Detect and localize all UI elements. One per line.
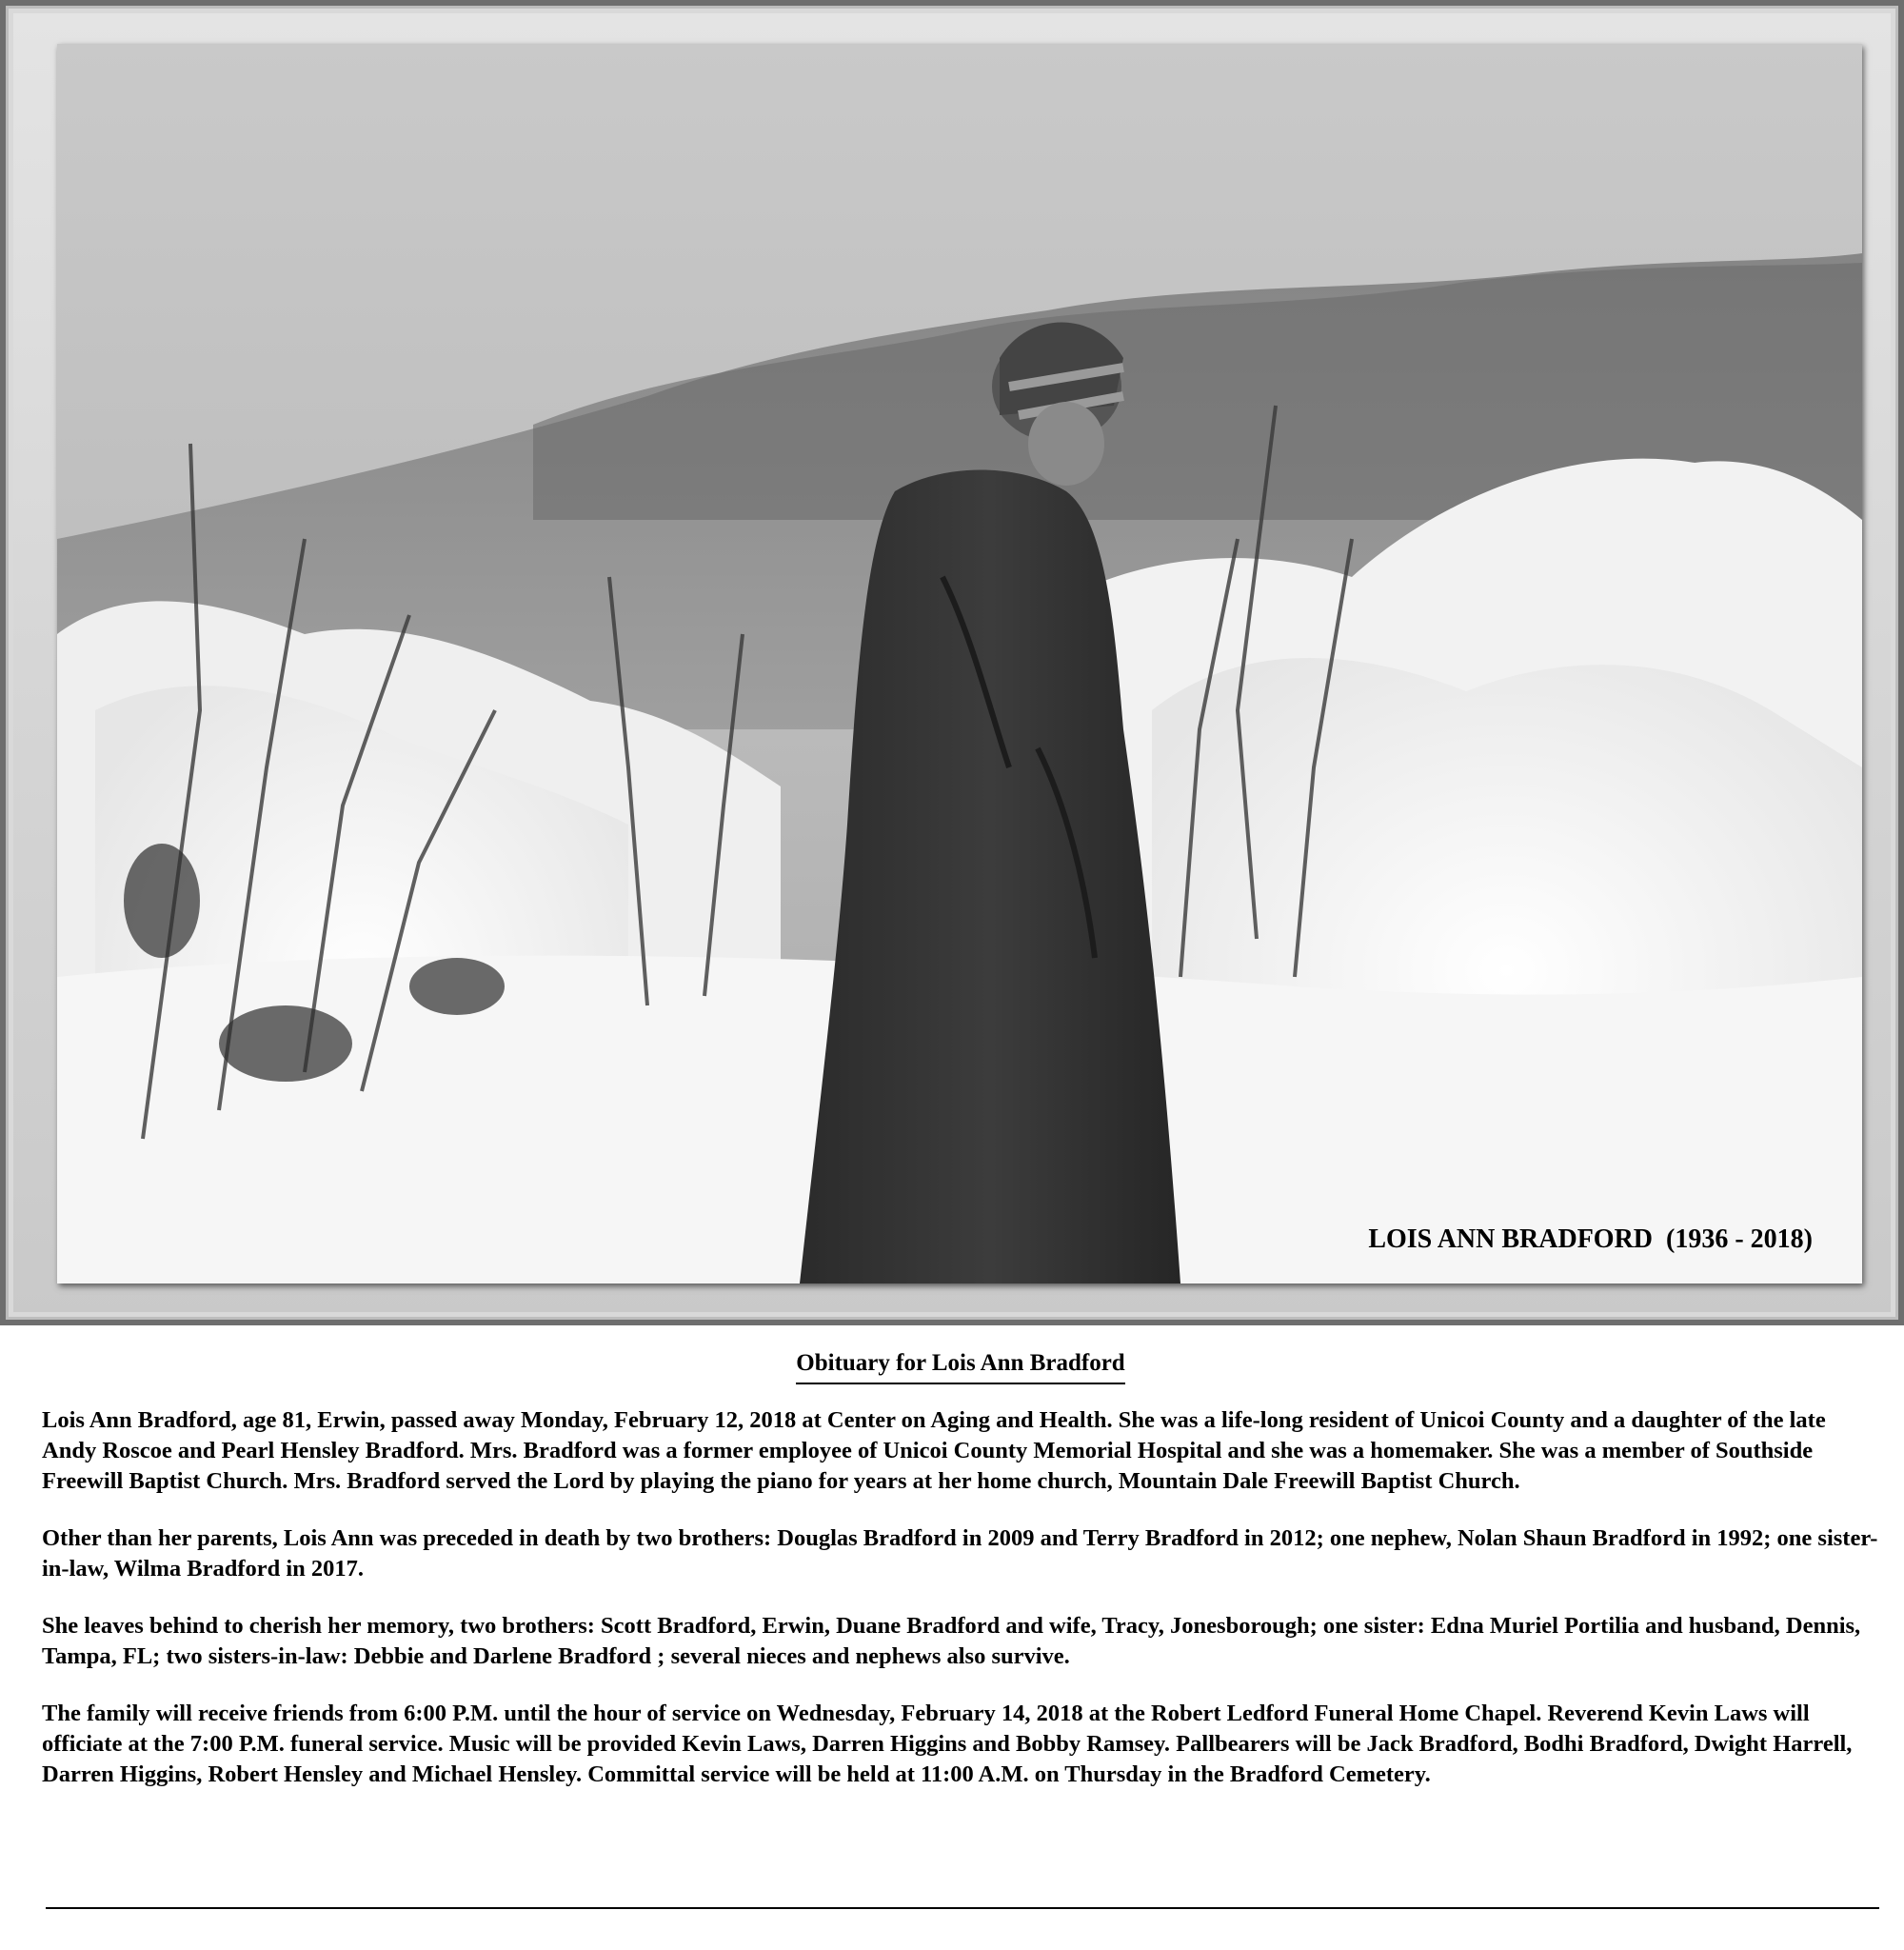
obituary-title: Obituary for Lois Ann Bradford <box>42 1335 1879 1384</box>
memorial-photo <box>57 44 1862 1283</box>
obituary-paragraph: Lois Ann Bradford, age 81, Erwin, passed away Monday, February 12, 2018 at Center on Aging and Health. She was a life-long resident of Unicoi County and a daughter of the late Andy Roscoe and Pearl Hensley Bradford. Mrs. Bradford was a former employee of Unicoi County Memorial Hospital and she was a homemaker. She was a member of Southside Freewill Baptist Church. Mrs. Bradford served the Lord by playing the piano for years at her home church, Mountain Dale Freewill Baptist Church. <box>42 1407 1826 1494</box>
obituary-paragraph: The family will receive friends from 6:00 P.M. until the hour of service on Wednesday, February 14, 2018 at the Robert Ledford Funeral Home Chapel. Reverend Kevin Laws will officiate at the 7:00 P.M. funeral service. Music will be provided Kevin Laws, Darren Higgins and Bobby Ramsey. Pallbearers will be Jack Bradford, Bodhi Bradford, Dwight Harrell, Darren Higgins, Robert Hensley and Michael Hensley. Committal service will be held at 11:00 A.M. on Thursday in the Bradford Cemetery. <box>42 1701 1853 1787</box>
snow-scene-image <box>57 44 1862 1283</box>
obituary-body <box>42 1405 1879 1790</box>
obituary-section <box>42 1335 1879 1817</box>
photo-caption: LOIS ANN BRADFORD (1936 - 2018) <box>1368 1224 1813 1254</box>
obituary-paragraph: She leaves behind to cherish her memory, two brothers: Scott Bradford, Erwin, Duane Bradford and wife, Tracy, Jonesborough; one sister: Edna Muriel Portilia and husband, Dennis, Tampa, FL; two sisters-in-law: Debbie and Darlene Bradford ; several nieces and nephews also survive. <box>42 1613 1861 1669</box>
obituary-paragraph: Other than her parents, Lois Ann was preceded in death by two brothers: Douglas Bradford in 2009 and Terry Bradford in 2012; one nephew, Nolan Shaun Bradford in 1992; one sister-in-law, Wilma Bradford in 2017. <box>42 1525 1878 1582</box>
bottom-divider <box>46 1907 1879 1909</box>
